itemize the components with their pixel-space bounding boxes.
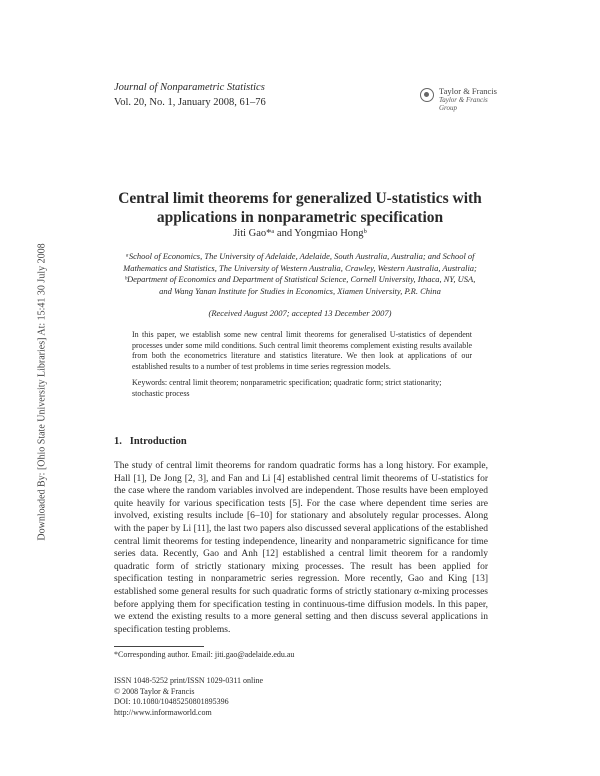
introduction-body: The study of central limit theorems for random quadratic forms has a long history. For example, Hall [1], De Jong [2, 3], and Fan and Li [4] established central limit theorems of U-statistics for the case where the random variables involved are independent. Those results have been employed quite heavily for various specification tests [5]. For the case where dependent time series are involved, existing results include [6–10] for stationary and absolutely regular processes. Along with the paper by Li [11], the last two papers also discussed several applications of the established central limit theorems for testing independence, linearity and nonparametric significance for time series data. Recently, Gao and Anh [12] established a central limit theorem for a randomly quadratic form of strictly stationary mixing processes. The result has been applied for specification testing in nonparametric series regression. More recently, Gao and King [13] established some general results for such quadratic forms of strictly stationary α-mixing processes before applying them for specification testing in continuous-time diffusion models. In this paper, we extend the existing results to a more general setting and then discuss several applications in specification testing problems. [114,461,488,635]
title-line-2: applications in nonparametric specification [156,209,444,226]
section-number: 1. [114,436,122,447]
publisher-group: Taylor & Francis Group [439,96,488,112]
corresponding-author-note: *Corresponding author. Email: jiti.gao@adelaide.edu.au [114,650,295,659]
issn: ISSN 1048-5252 print/ISSN 1029-0311 online [114,676,264,685]
abstract: In this paper, we establish some new central limit theorems for generalised U-statistics of dependent processes under some mild conditions. Such central limit theorems complement existing results available from both the econometrics literature and statistics literature. We then look at applications of our established results to a number of test problems in time series regression models. [132,330,472,371]
section-title: Introduction [129,436,187,447]
copyright: © 2008 Taylor & Francis [114,686,195,696]
authors: Jiti Gao*ᵃ and Yongmiao Hongᵇ [233,228,367,239]
keywords [132,378,472,399]
affiliations: ᵃSchool of Economics, The University of Adelaide, Adelaide, South Australia, Australia; and School of Mathematics and Statistics, The University of Western Australia, Crawley, Western Australia, Australia; ᵇDepartment of Economics and Department of Statistical Science, Cornell University, Ithaca, NY, USA, and Wang Yanan Institute for Studies in Economics, Xiamen University, P.R. China [123,251,477,296]
website-link[interactable]: http://www.informaworld.com [114,707,212,717]
download-watermark: Downloaded By: [Ohio State University Libraries] At: 15:41 30 July 2008 [36,243,48,541]
section-heading [114,436,187,447]
volume-info: Vol. 20, No. 1, January 2008, 61–76 [114,97,266,108]
publisher-name: Taylor & Francis [439,86,497,96]
journal-name: Journal of Nonparametric Statistics [114,82,265,93]
publisher-logo [420,86,500,112]
keywords-label: Keywords: [132,378,168,387]
publication-info [114,676,263,718]
keywords-list: central limit theorem; nonparametric specification; quadratic form; strict stationarity; stochastic process [132,378,442,398]
doi: DOI: 10.1080/10485250801895396 [114,697,229,707]
paper-title [90,189,510,227]
title-line-1: Central limit theorems for generalized U-statistics with [118,190,482,207]
footnote-divider [114,646,204,647]
received-dates: (Received August 2007; accepted 13 December 2007) [208,308,392,318]
publisher-logo-icon [420,88,434,102]
